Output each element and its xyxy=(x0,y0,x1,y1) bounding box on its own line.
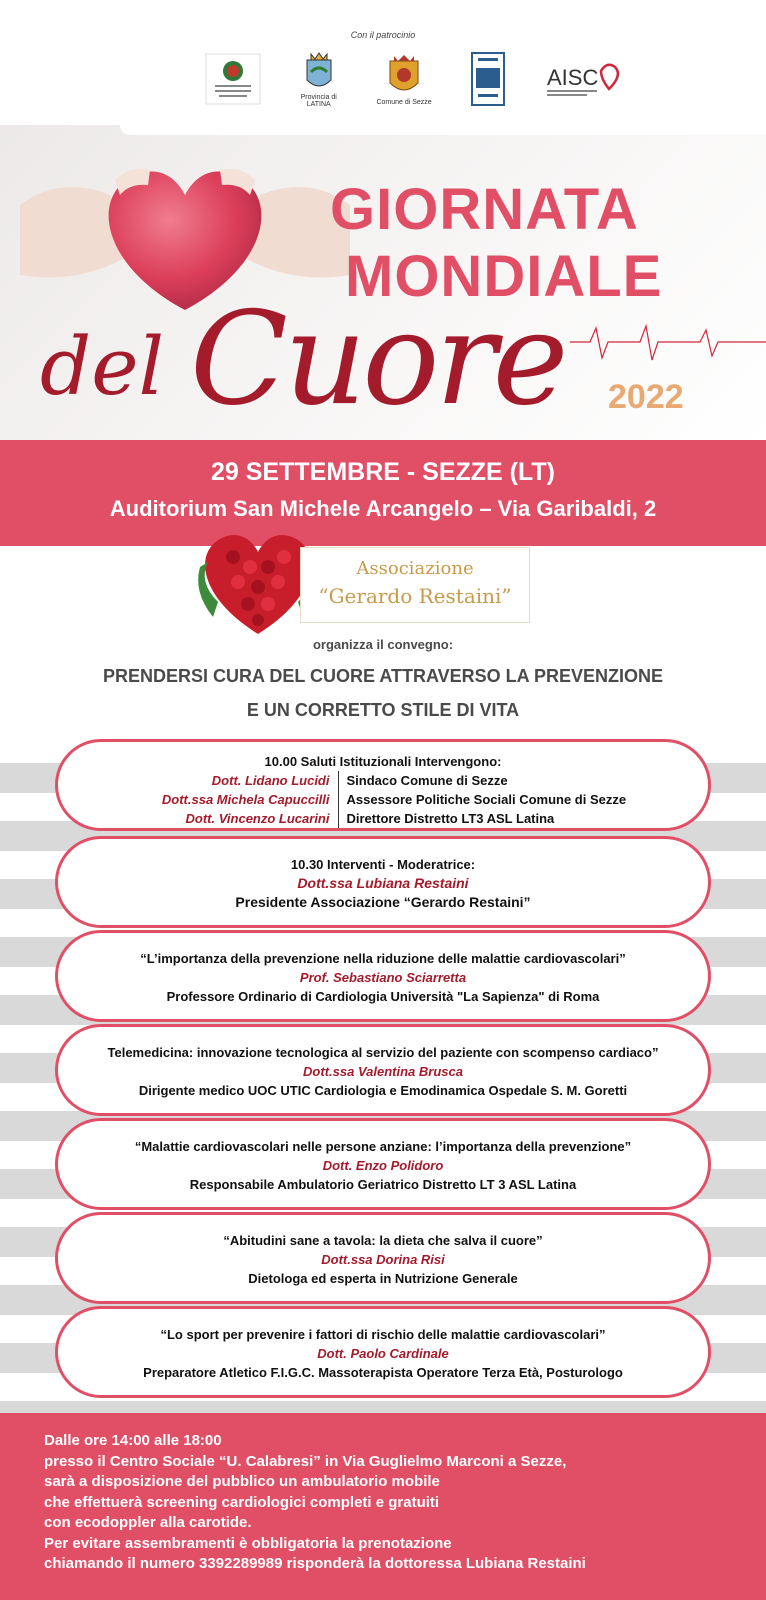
moderator-name: Dott.ssa Lubiana Restaini xyxy=(297,875,469,891)
info-line: che effettuerà screening cardiologici completi e gratuiti xyxy=(44,1493,440,1511)
info-line: con ecodoppler alla carotide. xyxy=(44,1514,252,1531)
talk-speaker-role: Dietologa ed esperta in Nutrizione Generale xyxy=(248,1271,518,1286)
conference-theme-line2: E UN CORRETTO STILE DI VITA xyxy=(246,700,520,720)
session-talk-4 xyxy=(55,1212,711,1304)
event-venue: Auditorium San Michele Arcangelo – Via Garibaldi, 2 xyxy=(109,496,657,521)
talk-speaker-role: Preparatore Atletico F.I.G.C. Massoterapista Operatore Terza Età, Posturologo xyxy=(143,1365,623,1380)
info-line: presso il Centro Sociale “U. Calabresi” in Via Guglielmo Marconi a Sezze, xyxy=(44,1452,567,1470)
aisc-heart-logo-icon xyxy=(545,57,625,101)
patronage-header xyxy=(0,0,766,135)
info-line: sarà a disposizione del pubblico un ambulatorio mobile xyxy=(44,1473,440,1490)
moderator-role: Presidente Associazione “Gerardo Restaini” xyxy=(235,894,531,910)
logo-provincia-latina: Provincia di LATINA xyxy=(301,50,337,108)
talk-speaker-role: Responsabile Ambulatorio Geriatrico Distretto LT 3 ASL Latina xyxy=(189,1177,577,1192)
patronage-label: Con il patrocinio xyxy=(350,30,416,40)
talk-speaker: Dott. Paolo Cardinale xyxy=(317,1346,449,1361)
speaker-role: Assessore Politiche Sociali Comune di Sezze xyxy=(346,792,627,807)
talk-speaker-role: Dirigente medico UOC UTIC Cardiologia e Emodinamica Ospedale S. M. Goretti xyxy=(138,1083,628,1098)
talk-speaker-role: Professore Ordinario di Cardiologia Università "La Sapienza" di Roma xyxy=(166,989,600,1004)
talk-speaker: Dott.ssa Valentina Brusca xyxy=(303,1064,463,1079)
speaker-row xyxy=(58,809,708,828)
association-line1: Associazione xyxy=(356,558,474,579)
speaker-role: Sindaco Comune di Sezze xyxy=(346,773,508,788)
conference-theme-line1: PRENDERSI CURA DEL CUORE ATTRAVERSO LA PREVENZIONE xyxy=(102,666,664,686)
session-talk-5 xyxy=(55,1306,711,1398)
talk-title: “Malattie cardiovascolari nelle persone anziane: l’importanza della prevenzione” xyxy=(134,1139,632,1154)
screening-info-text xyxy=(44,1431,744,1575)
speaker-row xyxy=(58,771,708,790)
talk-title: Telemedicina: innovazione tecnologica al servizio del paziente con scompenso cardiaco” xyxy=(107,1045,659,1060)
svg-text:AISC: AISC xyxy=(546,65,599,90)
session-talk-3 xyxy=(55,1118,711,1210)
talk-speaker: Dott.ssa Dorina Risi xyxy=(321,1252,445,1267)
date-banner xyxy=(0,440,766,546)
speaker-role: Direttore Distretto LT3 ASL Latina xyxy=(346,811,555,826)
welcome-heading: 10.00 Saluti Istituzionali Intervengono: xyxy=(264,754,502,769)
logo-federsanita xyxy=(471,52,505,106)
speaker-name: Dott. Lidano Lucidi xyxy=(211,773,330,788)
session-moderator xyxy=(55,836,711,928)
event-year: 2022 xyxy=(608,378,684,416)
event-date-place: 29 SETTEMBRE - SEZZE (LT) xyxy=(211,458,555,486)
logo-comune-sezze: Comune di Sezze xyxy=(376,53,431,106)
speaker-name: Dott.ssa Michela Capuccilli xyxy=(161,792,330,807)
title-mondiale: MONDIALE xyxy=(345,244,663,309)
session-talk-1 xyxy=(55,930,711,1022)
association-name-box xyxy=(300,547,530,623)
hero-banner xyxy=(0,125,766,440)
talk-speaker: Dott. Enzo Polidoro xyxy=(322,1158,444,1173)
info-line: chiamando il numero 3392289989 risponderà la dottoressa Lubiana Restaini xyxy=(44,1555,586,1572)
info-line: Per evitare assembramenti è obbligatoria la prenotazione xyxy=(44,1534,452,1552)
moderator-heading: 10.30 Interventi - Moderatrice: xyxy=(290,857,476,872)
info-line: Dalle ore 14:00 alle 18:00 xyxy=(44,1432,222,1449)
hero-top-curve xyxy=(120,125,766,135)
title-giornata: GIORNATA xyxy=(330,177,639,242)
session-welcome xyxy=(55,739,711,831)
speaker-name: Dott. Vincenzo Lucarini xyxy=(185,811,330,826)
talk-title: “Abitudini sane a tavola: la dieta che salva il cuore” xyxy=(223,1233,543,1248)
talk-title: “Lo sport per prevenire i fattori di rischio delle malattie cardiovascolari” xyxy=(160,1327,606,1342)
province-crest-icon xyxy=(301,50,337,94)
patronage-logos xyxy=(205,44,625,114)
federsanita-badge-icon xyxy=(471,52,505,106)
script-cuore: Cuore xyxy=(190,285,565,434)
association-line2: “Gerardo Restaini” xyxy=(318,584,512,608)
logo-aisc xyxy=(545,57,625,101)
screening-info-banner xyxy=(0,1413,766,1600)
municipal-crest-icon xyxy=(386,53,422,99)
session-talk-2 xyxy=(55,1024,711,1116)
organizer-intro: organizza il convegno: xyxy=(312,637,454,652)
talk-title: “L’importanza della prevenzione nella riduzione delle malattie cardiovascolari” xyxy=(140,951,626,966)
regional-council-emblem-icon xyxy=(205,53,261,105)
script-del: del xyxy=(40,320,165,413)
talk-speaker: Prof. Sebastiano Sciarretta xyxy=(299,970,467,985)
logo-consiglio-regionale xyxy=(205,53,261,105)
speaker-row xyxy=(58,790,708,809)
